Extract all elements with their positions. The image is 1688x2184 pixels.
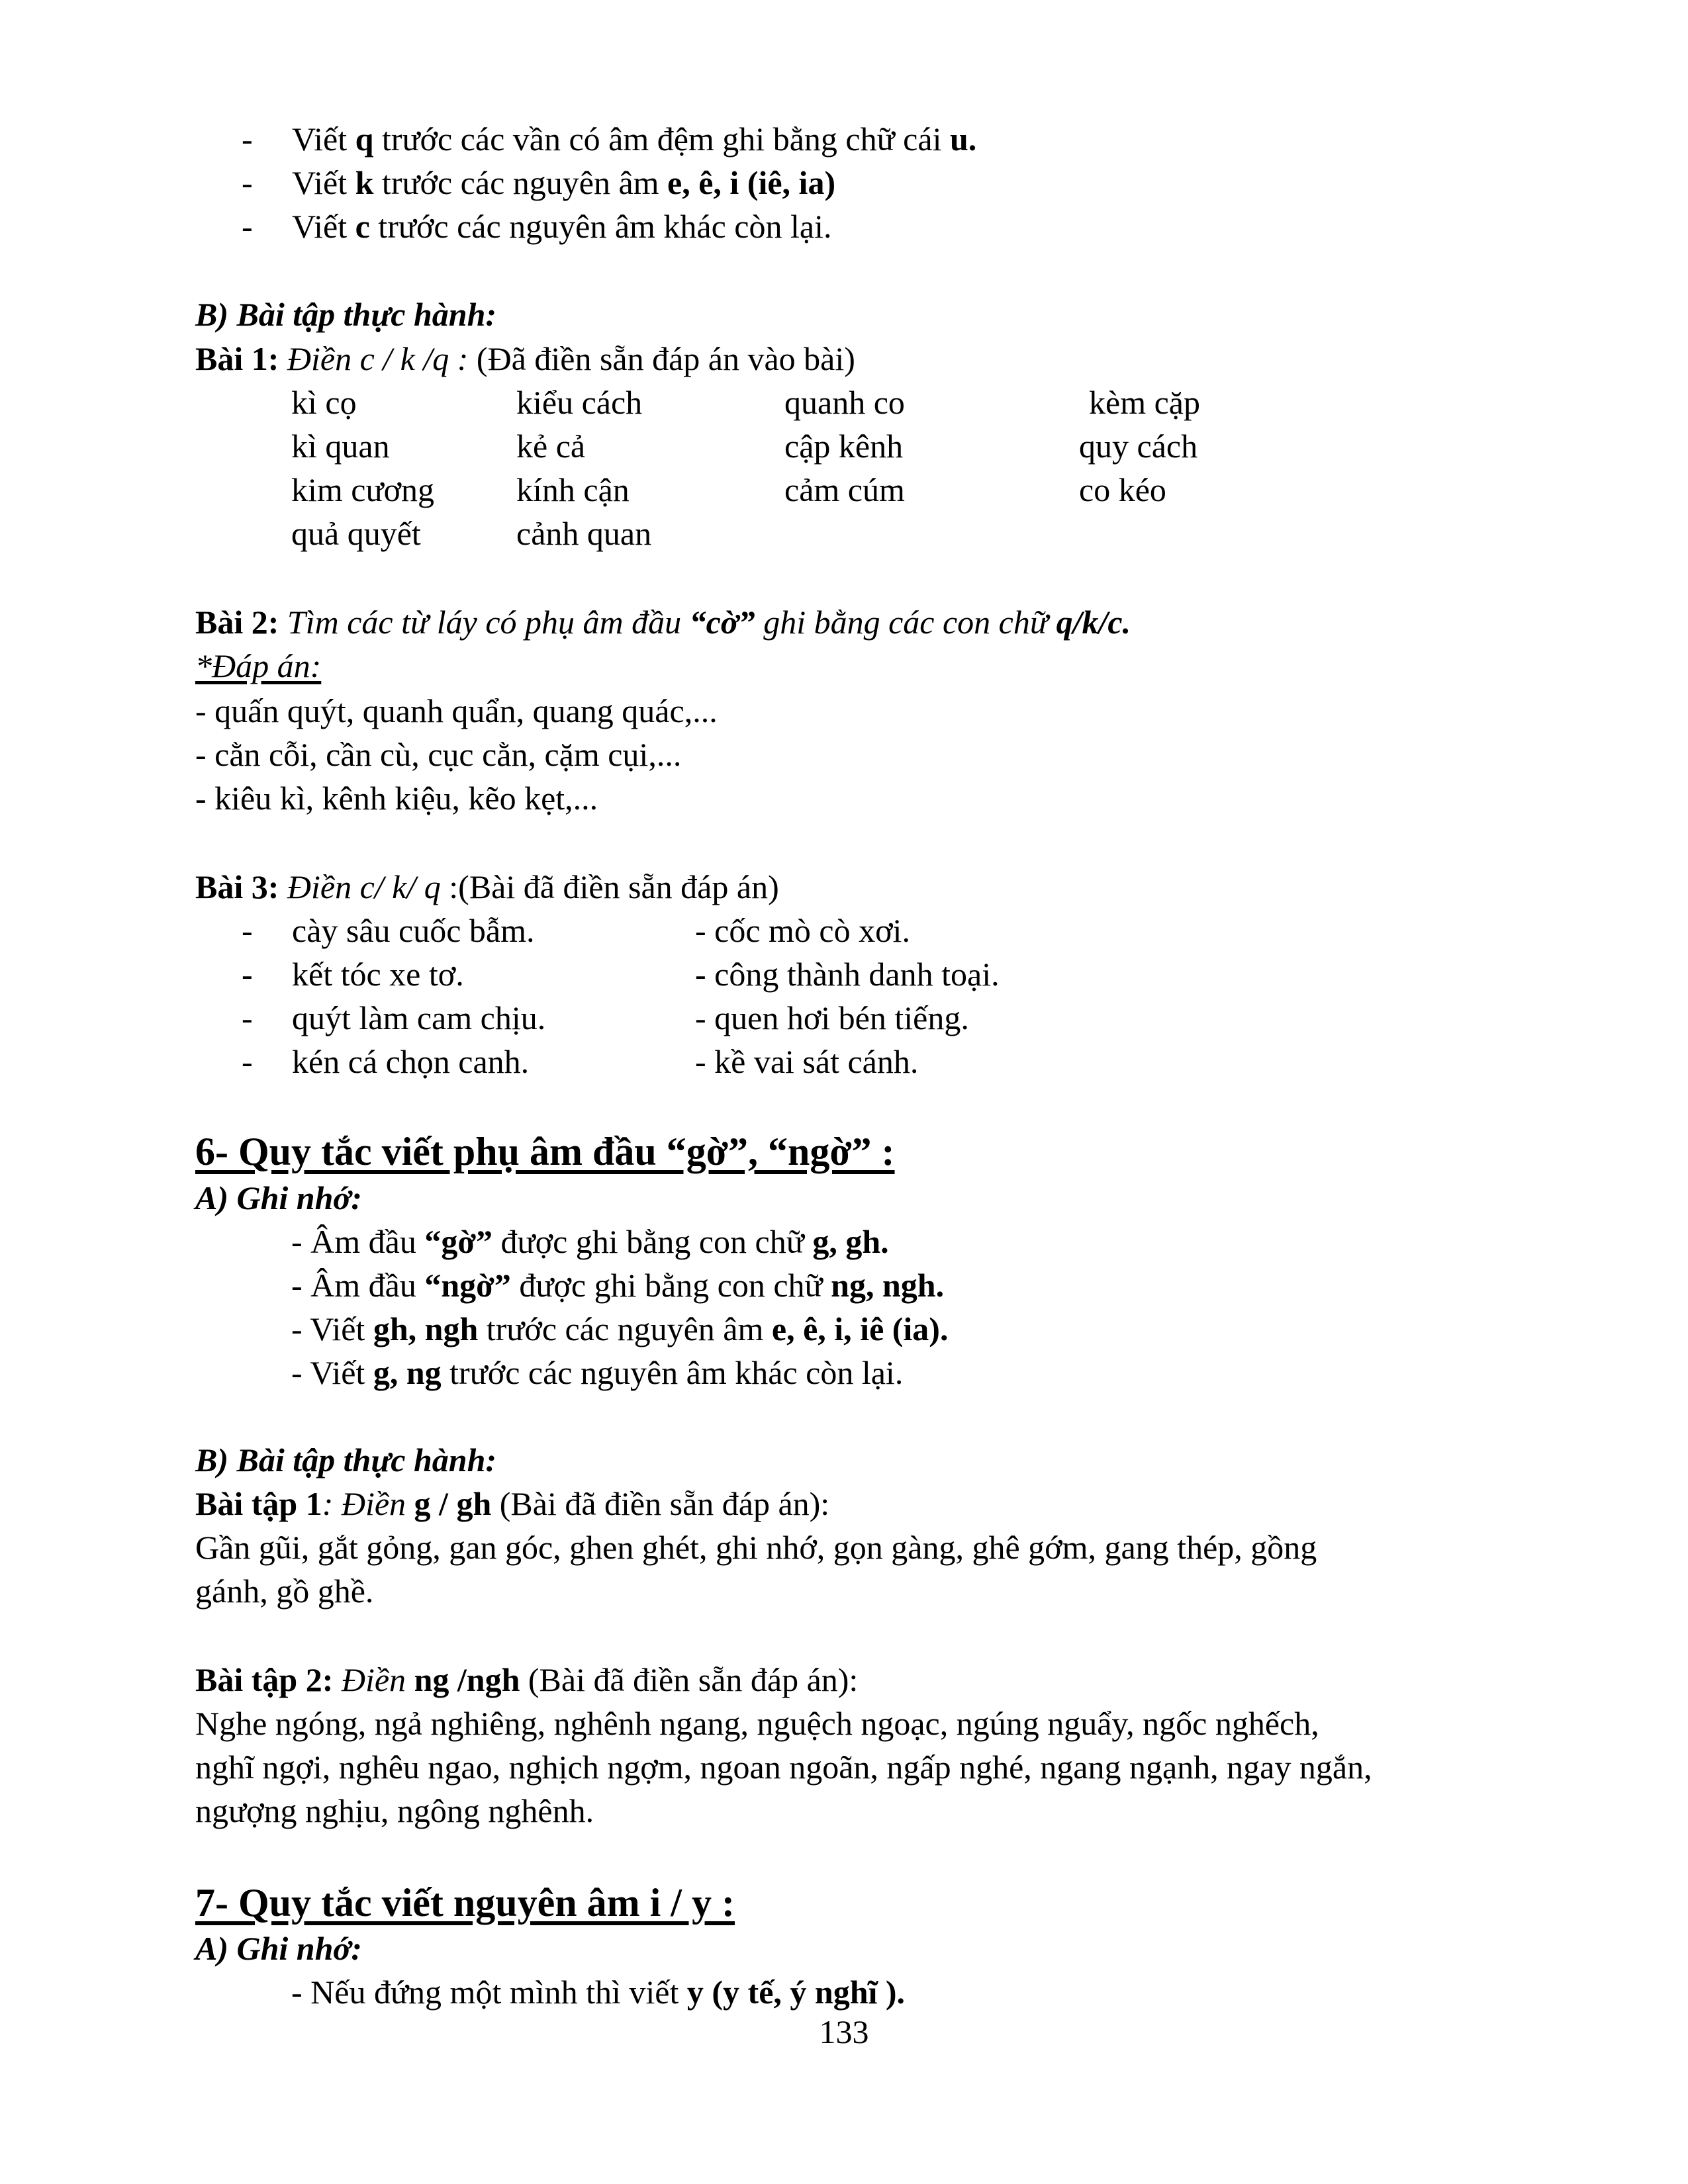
word-cell: cập kênh — [784, 428, 904, 465]
word-cell: quả quyết — [291, 515, 421, 552]
idiom-left: - quýt làm cam chịu. — [242, 999, 546, 1036]
idiom-right: - cốc mò cò xơi. — [695, 912, 910, 949]
exercise-2-title: Bài 2: Tìm các từ láy có phụ âm đầu “cờ” ghi bằng các con chữ q/k/c. — [195, 604, 1131, 641]
idiom-left: - kết tóc xe tơ. — [242, 956, 464, 993]
word-cell: kì cọ — [291, 384, 357, 421]
section-7-rule: - Nếu đứng một mình thì viết y (y tế, ý nghĩ ). — [291, 1974, 906, 2011]
word-cell: cảm cúm — [784, 471, 905, 508]
rule-line-k: - Viết k trước các nguyên âm e, ê, i (iê, ia) — [242, 164, 836, 201]
exercise-6-1-answer: Gần gũi, gắt gỏng, gan góc, ghen ghét, ghi nhớ, gọn gàng, ghê gớm, gang thép, gồng — [195, 1529, 1317, 1566]
section-7-remember: A) Ghi nhớ: — [195, 1930, 362, 1967]
answer-line: - cằn cỗi, cần cù, cục cằn, cặm cụi,... — [195, 736, 682, 773]
section-6-practice-heading: B) Bài tập thực hành: — [195, 1441, 497, 1479]
page-number: 133 — [819, 2013, 869, 2050]
word-cell: kiểu cách — [516, 384, 643, 421]
section-7-heading: 7- Quy tắc viết nguyên âm i / y : — [195, 1881, 735, 1925]
word-cell: cảnh quan — [516, 515, 652, 552]
section-6-rule: - Viết g, ng trước các nguyên âm khác còn lại. — [291, 1354, 904, 1391]
section-6-remember: A) Ghi nhớ: — [195, 1179, 362, 1216]
exercise-6-2-title: Bài tập 2: Điền ng /ngh (Bài đã điền sẵn đáp án): — [195, 1661, 859, 1698]
exercise-1-title: Bài 1: Điền c / k /q : (Đã điền sẵn đáp án vào bài) — [195, 340, 855, 377]
answer-line: - quấn quýt, quanh quẩn, quang quác,... — [195, 692, 718, 729]
word-cell: kim cương — [291, 471, 435, 508]
idiom-left: - cày sâu cuốc bẫm. — [242, 912, 535, 949]
word-cell: co kéo — [1079, 471, 1166, 508]
section-6-rule: - Âm đầu “gờ” được ghi bằng con chữ g, gh. — [291, 1223, 889, 1260]
exercise-6-2-answer: ngượng nghịu, ngông nghênh. — [195, 1792, 594, 1829]
exercise-6-2-answer: Nghe ngóng, ngả nghiêng, nghênh ngang, nguệch ngoạc, ngúng nguẩy, ngốc nghếch, — [195, 1705, 1319, 1742]
section-6-rule: - Âm đầu “ngờ” được ghi bằng con chữ ng, ngh. — [291, 1267, 945, 1304]
section-6-heading: 6- Quy tắc viết phụ âm đầu “gờ”, “ngờ” : — [195, 1130, 895, 1173]
exercise-6-1-title: Bài tập 1: Điền g / gh (Bài đã điền sẵn đáp án): — [195, 1485, 830, 1522]
idiom-left: - kén cá chọn canh. — [242, 1043, 530, 1080]
word-cell: quy cách — [1079, 428, 1198, 465]
section-6-rule: - Viết gh, ngh trước các nguyên âm e, ê, i, iê (ia). — [291, 1310, 949, 1347]
idiom-right: - công thành danh toại. — [695, 956, 1000, 993]
word-cell: quanh co — [784, 384, 905, 421]
idiom-right: - kề vai sát cánh. — [695, 1043, 919, 1080]
word-cell: kèm cặp — [1089, 384, 1200, 421]
exercise-6-1-answer: gánh, gồ ghề. — [195, 1572, 374, 1610]
exercise-6-2-answer: nghĩ ngợi, nghêu ngao, nghịch ngợm, ngoan ngoãn, ngấp nghé, ngang ngạnh, ngay ngắn, — [195, 1749, 1372, 1786]
answer-line: - kiêu kì, kênh kiệu, kẽo kẹt,... — [195, 780, 598, 817]
rule-line-q: - Viết q trước các vần có âm đệm ghi bằng chữ cái u. — [242, 120, 977, 158]
practice-heading: B) Bài tập thực hành: — [195, 296, 497, 333]
idiom-right: - quen hơi bén tiếng. — [695, 999, 969, 1036]
rule-line-c: - Viết c trước các nguyên âm khác còn lại. — [242, 208, 832, 245]
word-cell: kẻ cả — [516, 428, 586, 465]
exercise-3-title: Bài 3: Điền c/ k/ q :(Bài đã điền sẵn đáp án) — [195, 868, 779, 905]
answer-label: *Đáp án: — [195, 647, 322, 684]
word-cell: kì quan — [291, 428, 390, 465]
word-cell: kính cận — [516, 471, 630, 508]
